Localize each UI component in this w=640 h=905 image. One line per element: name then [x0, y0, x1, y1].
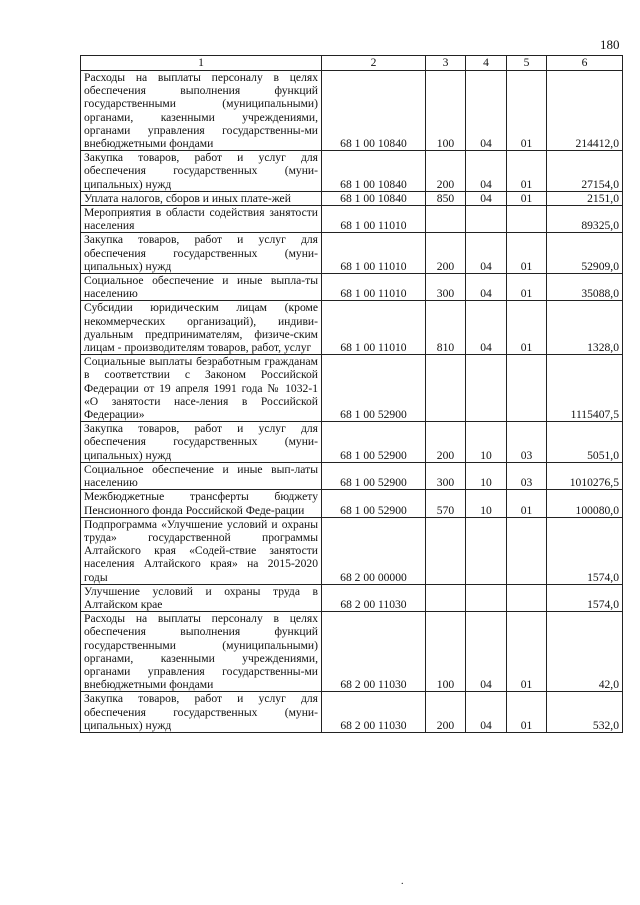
amount-cell: 100080,0 — [547, 490, 623, 517]
subsection-cell: 03 — [507, 462, 547, 489]
amount-cell: 1574,0 — [547, 517, 623, 584]
subsection-cell — [507, 355, 547, 422]
amount-cell: 1115407,5 — [547, 355, 623, 422]
expense-type-cell: 200 — [426, 233, 466, 274]
subsection-cell: 01 — [507, 233, 547, 274]
expense-type-cell — [426, 517, 466, 584]
section-cell: 04 — [466, 233, 507, 274]
column-header: 1 — [81, 56, 322, 71]
column-header: 2 — [322, 56, 426, 71]
expense-name-cell: Социальное обеспечение и иные выпла-ты населению — [81, 274, 322, 301]
table-row — [81, 355, 623, 422]
subsection-cell: 01 — [507, 71, 547, 151]
table-body — [81, 71, 623, 733]
table-row — [81, 151, 623, 192]
section-cell: 04 — [466, 274, 507, 301]
table-row — [81, 584, 623, 611]
subsection-cell — [507, 206, 547, 233]
table-row — [81, 490, 623, 517]
subsection-cell — [507, 584, 547, 611]
target-article-cell: 68 1 00 11010 — [322, 301, 426, 355]
table-row — [81, 71, 623, 151]
target-article-cell: 68 1 00 52900 — [322, 490, 426, 517]
target-article-cell: 68 2 00 11030 — [322, 584, 426, 611]
expense-name-cell: Межбюджетные трансферты бюджету Пенсионного фонда Российской Феде-рации — [81, 490, 322, 517]
expense-type-cell — [426, 206, 466, 233]
section-cell: 04 — [466, 692, 507, 733]
section-cell — [466, 355, 507, 422]
amount-cell: 42,0 — [547, 612, 623, 692]
target-article-cell: 68 1 00 10840 — [322, 191, 426, 205]
expense-name-cell: Закупка товаров, работ и услуг для обеспечения государственных (муни-ципальных) нужд — [81, 233, 322, 274]
table-header-row — [81, 56, 623, 71]
table-row — [81, 301, 623, 355]
table-row — [81, 422, 623, 463]
table-row — [81, 206, 623, 233]
expense-type-cell: 300 — [426, 462, 466, 489]
subsection-cell: 01 — [507, 490, 547, 517]
target-article-cell: 68 2 00 00000 — [322, 517, 426, 584]
table-row — [81, 692, 623, 733]
subsection-cell: 01 — [507, 301, 547, 355]
subsection-cell: 01 — [507, 191, 547, 205]
expense-name-cell: Расходы на выплаты персоналу в целях обеспечения выполнения функций государственными (муниципальными) органами, казенными учреждениями, органами управления государственны-ми внебюджетными фондами — [81, 612, 322, 692]
expense-type-cell: 200 — [426, 692, 466, 733]
budget-table — [80, 55, 623, 733]
table-row — [81, 274, 623, 301]
column-header: 3 — [426, 56, 466, 71]
column-header: 5 — [507, 56, 547, 71]
amount-cell: 5051,0 — [547, 422, 623, 463]
target-article-cell: 68 1 00 11010 — [322, 206, 426, 233]
table-row — [81, 233, 623, 274]
section-cell — [466, 517, 507, 584]
amount-cell: 35088,0 — [547, 274, 623, 301]
target-article-cell: 68 1 00 52900 — [322, 355, 426, 422]
section-cell: 04 — [466, 612, 507, 692]
amount-cell: 89325,0 — [547, 206, 623, 233]
section-cell: 04 — [466, 301, 507, 355]
amount-cell: 52909,0 — [547, 233, 623, 274]
amount-cell: 1328,0 — [547, 301, 623, 355]
column-header: 4 — [466, 56, 507, 71]
page-number: 180 — [600, 37, 620, 52]
table-row — [81, 612, 623, 692]
expense-name-cell: Уплата налогов, сборов и иных плате-жей — [81, 191, 322, 205]
expense-name-cell: Мероприятия в области содействия занятости населения — [81, 206, 322, 233]
expense-name-cell: Закупка товаров, работ и услуг для обеспечения государственных (муни-ципальных) нужд — [81, 151, 322, 192]
table-row — [81, 517, 623, 584]
expense-name-cell: Закупка товаров, работ и услуг для обеспечения государственных (муни-ципальных) нужд — [81, 692, 322, 733]
section-cell: 10 — [466, 422, 507, 463]
expense-name-cell: Субсидии юридическим лицам (кроме некоммерческих организаций), индиви-дуальным предпринимателям, физиче-ским лицам - производителям товаров, работ, услуг — [81, 301, 322, 355]
amount-cell: 1574,0 — [547, 584, 623, 611]
target-article-cell: 68 1 00 11010 — [322, 233, 426, 274]
expense-type-cell — [426, 584, 466, 611]
expense-type-cell — [426, 355, 466, 422]
table-row — [81, 462, 623, 489]
amount-cell: 1010276,5 — [547, 462, 623, 489]
section-cell: 10 — [466, 490, 507, 517]
expense-type-cell: 810 — [426, 301, 466, 355]
subsection-cell: 01 — [507, 274, 547, 301]
target-article-cell: 68 1 00 52900 — [322, 462, 426, 489]
amount-cell: 2151,0 — [547, 191, 623, 205]
section-cell: 10 — [466, 462, 507, 489]
expense-type-cell: 570 — [426, 490, 466, 517]
subsection-cell: 03 — [507, 422, 547, 463]
target-article-cell: 68 2 00 11030 — [322, 612, 426, 692]
expense-type-cell: 100 — [426, 71, 466, 151]
expense-type-cell: 200 — [426, 151, 466, 192]
section-cell: 04 — [466, 191, 507, 205]
section-cell: 04 — [466, 71, 507, 151]
expense-name-cell: Закупка товаров, работ и услуг для обеспечения государственных (муни-ципальных) нужд — [81, 422, 322, 463]
expense-name-cell: Подпрограмма «Улучшение условий и охраны труда» государственной программы Алтайского края «Содей-ствие занятости населения Алтайского края» на 2015-2020 годы — [81, 517, 322, 584]
table-row — [81, 191, 623, 205]
subsection-cell: 01 — [507, 692, 547, 733]
amount-cell: 214412,0 — [547, 71, 623, 151]
expense-name-cell: Социальное обеспечение и иные вып-латы населению — [81, 462, 322, 489]
target-article-cell: 68 1 00 52900 — [322, 422, 426, 463]
amount-cell: 27154,0 — [547, 151, 623, 192]
target-article-cell: 68 1 00 10840 — [322, 71, 426, 151]
expense-type-cell: 100 — [426, 612, 466, 692]
section-cell — [466, 206, 507, 233]
target-article-cell: 68 1 00 11010 — [322, 274, 426, 301]
subsection-cell: 01 — [507, 612, 547, 692]
footer-mark: . — [401, 876, 404, 887]
subsection-cell: 01 — [507, 151, 547, 192]
expense-name-cell: Улучшение условий и охраны труда в Алтайском крае — [81, 584, 322, 611]
subsection-cell — [507, 517, 547, 584]
amount-cell: 532,0 — [547, 692, 623, 733]
column-header: 6 — [547, 56, 623, 71]
section-cell: 04 — [466, 151, 507, 192]
expense-type-cell: 200 — [426, 422, 466, 463]
expense-name-cell: Расходы на выплаты персоналу в целях обеспечения выполнения функций государственными (муниципальными) органами, казенными учреждениями, органами управления государственны-ми внебюджетными фондами — [81, 71, 322, 151]
target-article-cell: 68 1 00 10840 — [322, 151, 426, 192]
expense-name-cell: Социальные выплаты безработным гражданам в соответствии с Законом Российской Федерации от 19 апреля 1991 года № 1032-1 «О занятости насе-ления в Российской Федерации» — [81, 355, 322, 422]
target-article-cell: 68 2 00 11030 — [322, 692, 426, 733]
section-cell — [466, 584, 507, 611]
expense-type-cell: 300 — [426, 274, 466, 301]
expense-type-cell: 850 — [426, 191, 466, 205]
